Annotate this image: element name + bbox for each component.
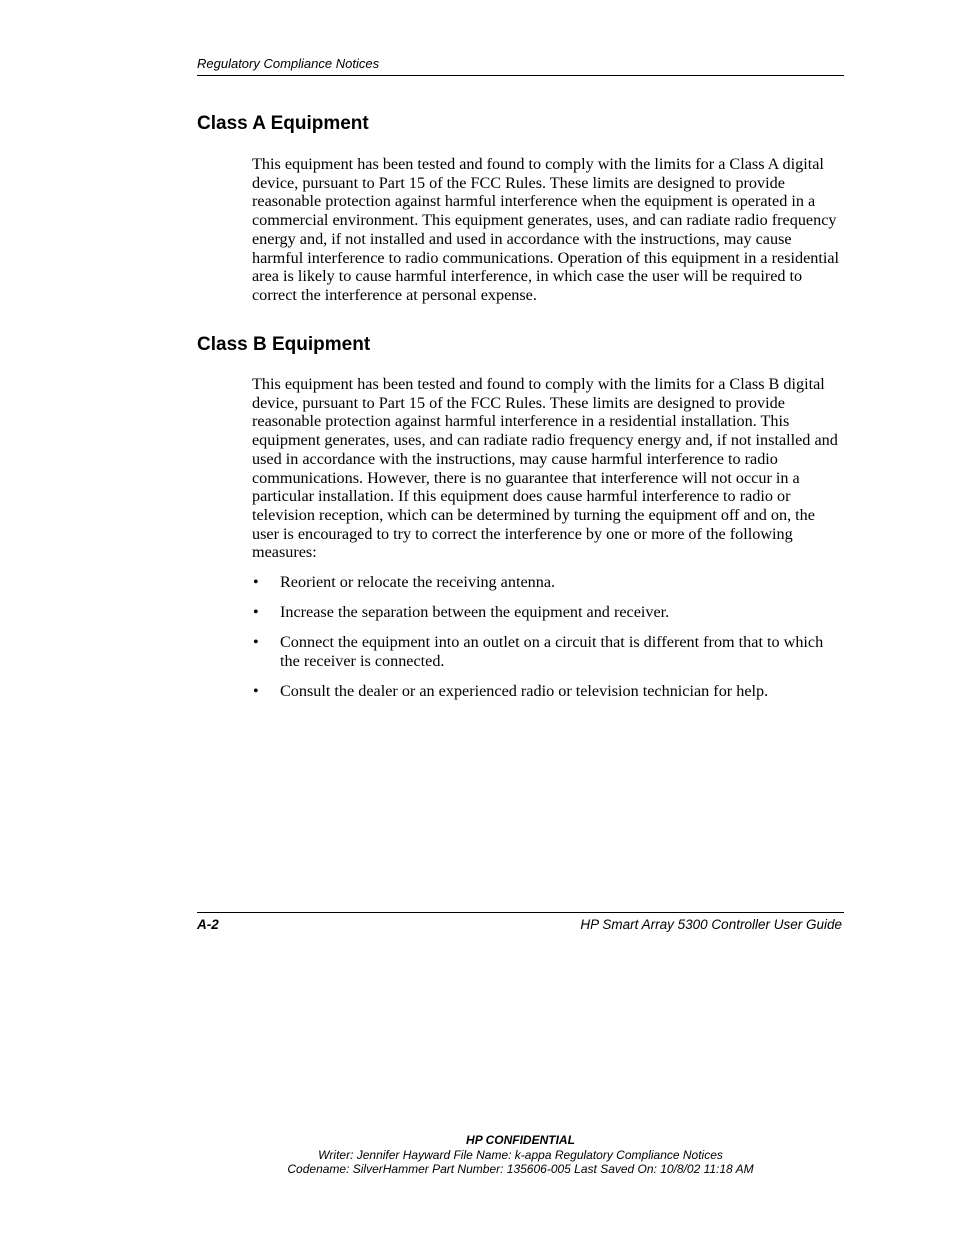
bullet-icon: • <box>253 603 259 621</box>
guide-title: HP Smart Array 5300 Controller User Guide <box>580 917 842 932</box>
bullet-icon: • <box>253 633 259 651</box>
page-number: A-2 <box>197 917 219 932</box>
confidential-block <box>197 1133 844 1177</box>
measure-text: Increase the separation between the equipment and receiver. <box>280 603 670 621</box>
running-header-title: Regulatory Compliance Notices <box>197 56 380 71</box>
class-a-paragraph: This equipment has been tested and found to comply with the limits for a Class A digital device, pursuant to Part 15 of the FCC Rules. These limits are designed to provide reasonable protection against harmful interference when the equipment is operated in a commercial environment. This equipment generates, uses, and can radiate radio frequency energy and, if not installed and used in accordance with the instructions, may cause harmful interference to radio communications. Operation of this equipment in a residential area is likely to cause harmful interference, in which case the user will be required to correct the interference at personal expense. <box>252 155 840 304</box>
bullet-icon: • <box>253 681 259 700</box>
list-item <box>252 573 842 592</box>
list-item <box>252 603 842 622</box>
measure-text: Consult the dealer or an experienced radio or television technician for help. <box>280 681 769 700</box>
list-item <box>252 633 842 670</box>
confidential-writer-line: Writer: Jennifer Hayward File Name: k-appa Regulatory Compliance Notices <box>318 1147 723 1162</box>
running-footer <box>197 912 844 932</box>
bullet-icon: • <box>253 573 259 591</box>
confidential-title: HP CONFIDENTIAL <box>466 1133 575 1147</box>
confidential-part-line: Codename: SilverHammer Part Number: 135606-005 Last Saved On: 10/8/02 11:18 AM <box>287 1162 754 1176</box>
list-item <box>252 682 842 701</box>
running-header <box>197 55 844 76</box>
class-b-heading: Class B Equipment <box>197 334 371 355</box>
measure-text: Reorient or relocate the receiving antenna. <box>280 573 556 591</box>
measure-text: Connect the equipment into an outlet on a circuit that is different from that to which the receiver is connected. <box>280 633 824 670</box>
measures-list <box>252 573 842 712</box>
class-b-paragraph: This equipment has been tested and found to comply with the limits for a Class B digital device, pursuant to Part 15 of the FCC Rules. These limits are designed to provide reasonable protection against harmful interference in a residential installation. This equipment generates, uses, and can radiate radio frequency energy and, if not installed and used in accordance with the instructions, may cause harmful interference to radio communications. However, there is no guarantee that interference will not occur in a particular installation. If this equipment does cause harmful interference to radio or television reception, which can be determined by turning the equipment off and on, the user is encouraged to try to correct the interference by one or more of the following measures: <box>252 375 838 562</box>
class-a-heading: Class A Equipment <box>197 113 369 134</box>
